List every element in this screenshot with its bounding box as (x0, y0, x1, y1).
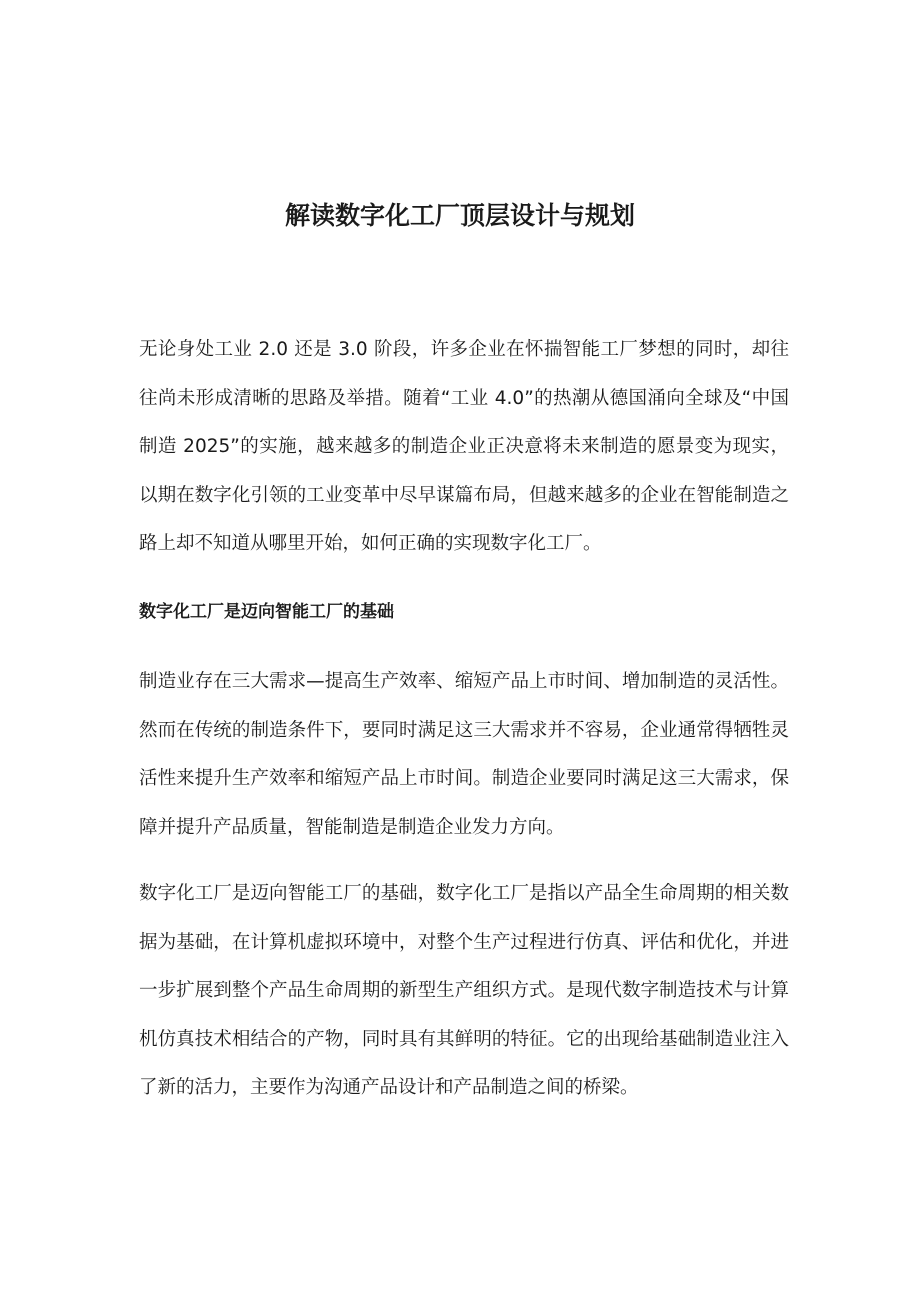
paragraph-3: 数字化工厂是迈向智能工厂的基础，数字化工厂是指以产品全生命周期的相关数据为基础，在计算机虚拟环境中，对整个生产过程进行仿真、评估和优化，并进一步扩展到整个产品生命周期的新型生产组织方式。是现代数字制造技术与计算机仿真技术相结合的产物，同时具有其鲜明的特征。它的出现给基础制造业注入了新的活力，主要作为沟通产品设计和产品制造之间的桥梁。 (139, 883, 789, 1098)
paragraph-2: 制造业存在三大需求—提高生产效率、缩短产品上市时间、增加制造的灵活性。然而在传统的制造条件下，要同时满足这三大需求并不容易，企业通常得牺牲灵活性来提升生产效率和缩短产品上市时间。制造企业要同时满足这三大需求，保障并提升产品质量，智能制造是制造企业发力方向。 (139, 671, 789, 838)
document-title: 解读数字化工厂顶层设计与规划 (284, 201, 635, 230)
section-heading: 数字化工厂是迈向智能工厂的基础 (139, 602, 394, 622)
intro-paragraph: 无论身处工业 2.0 还是 3.0 阶段，许多企业在怀揣智能工厂梦想的同时，却往往尚未形成清晰的思路及举措。随着“工业 4.0”的热潮从德国涌向全球及“中国制造 2025”的实施，越来越多的制造企业正决意将未来制造的愿景变为现实，以期在数字化引领的工业变革中尽早谋篇布局，但越来越多的企业在智能制造之路上却不知道从哪里开始，如何正确的实现数字化工厂。 (139, 339, 789, 554)
